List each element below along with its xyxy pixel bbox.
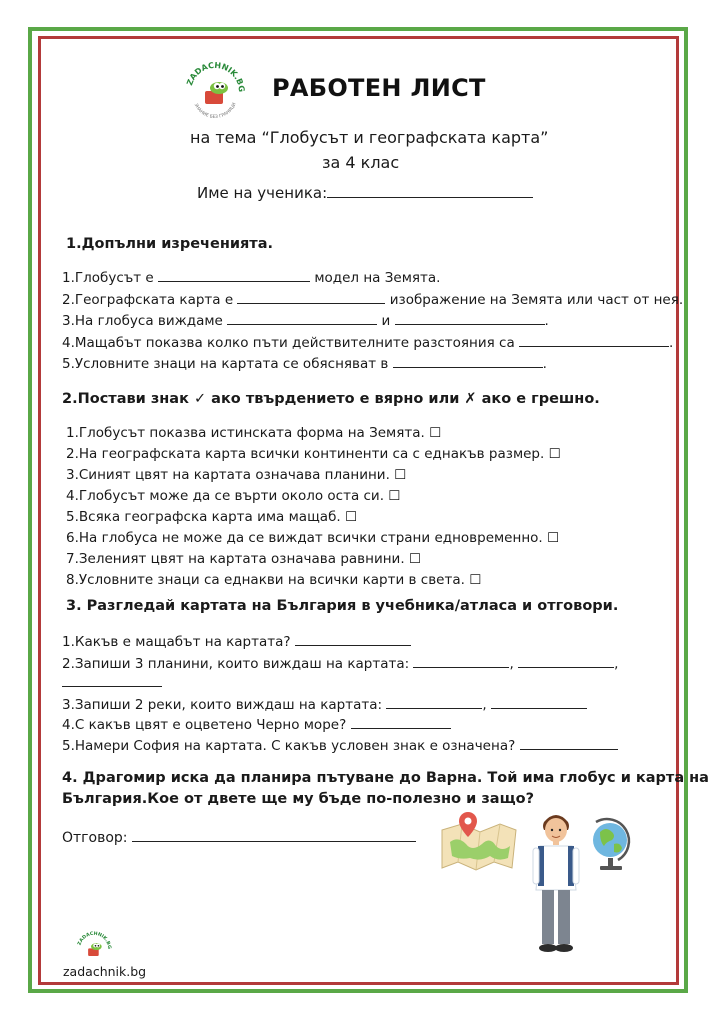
section2-heading: 2.Постави знак ✓ ако твърдението е вярно или ✗ ако е грешно.: [62, 391, 600, 407]
s3-blank-2b[interactable]: [518, 655, 614, 668]
subtitle: на тема “Глобусът и географската карта”: [190, 128, 549, 147]
student-illustration: [528, 808, 584, 956]
student-name-label: Име на ученика:: [197, 184, 328, 202]
grade-label: за 4 клас: [322, 153, 400, 172]
s1-blank-3b[interactable]: [395, 312, 545, 325]
s1-item-2: 2.Географската карта е изображение на Земята или част от нея.: [62, 292, 684, 308]
s3-item-4: 4.С какъв цвят е оцветено Черно море?: [62, 716, 451, 733]
s1-blank-5[interactable]: [393, 355, 543, 368]
s3-blank-2c[interactable]: [62, 674, 162, 687]
zadachnik-logo: [181, 58, 249, 126]
s3-item-2-cont: [62, 674, 162, 691]
s3-item-1: 1.Какъв е мащабът на картата?: [62, 633, 411, 650]
answer-blank[interactable]: [132, 829, 416, 842]
checkbox-1[interactable]: ☐: [429, 425, 442, 441]
page-title: РАБОТЕН ЛИСТ: [272, 74, 486, 102]
answer-field[interactable]: [62, 829, 416, 846]
svg-text:ZADACHNIK.BG: ZADACHNIK.BG: [77, 931, 112, 950]
name-blank[interactable]: [327, 185, 533, 198]
student-name-field[interactable]: [197, 184, 533, 202]
s3-blank-5[interactable]: [520, 737, 618, 750]
checkbox-8[interactable]: ☐: [469, 572, 482, 588]
checkbox-6[interactable]: ☐: [547, 530, 560, 546]
section1-heading: 1.Допълни изреченията.: [66, 236, 274, 252]
s3-blank-3b[interactable]: [491, 696, 587, 709]
answer-label: Отговор:: [62, 830, 128, 846]
s1-blank-4[interactable]: [519, 334, 669, 347]
section3-heading: 3. Разгледай картата на България в учебника/атласа и отговори.: [66, 598, 619, 614]
checkbox-3[interactable]: ☐: [394, 467, 407, 483]
s2-item-4: 4.Глобусът може да се върти около оста си. ☐: [66, 488, 401, 504]
svg-text:ЗНАНИЕ БЕЗ ГРАНИЦИ: ЗНАНИЕ БЕЗ ГРАНИЦИ: [192, 102, 238, 121]
s3-item-2: 2.Запиши 3 планини, които виждаш на картата: , ,: [62, 656, 619, 672]
s3-item-5: 5.Намери София на картата. С какъв условен знак е означена?: [62, 737, 618, 754]
s2-item-1: 1.Глобусът показва истинската форма на Земята. ☐: [66, 425, 442, 441]
s2-item-6: 6.На глобуса не може да се виждат всички страни едновременно. ☐: [66, 530, 560, 546]
section4-heading-line1: 4. Драгомир иска да планира пътуване до Варна. Той има глобус и карта на: [62, 770, 709, 786]
zadachnik-logo-small: [74, 929, 114, 969]
s3-item-3: 3.Запиши 2 реки, които виждаш на картата: ,: [62, 696, 587, 713]
s2-item-3: 3.Синият цвят на картата означава планини. ☐: [66, 467, 407, 483]
map-icon: [438, 808, 520, 874]
s2-item-7: 7.Зеленият цвят на картата означава равнини. ☐: [66, 551, 422, 567]
footer-site[interactable]: zadachnik.bg: [63, 964, 147, 979]
s1-blank-1[interactable]: [158, 269, 310, 282]
s1-item-4: 4.Мащабът показва колко пъти действителните разстояния са .: [62, 335, 674, 351]
checkbox-4[interactable]: ☐: [388, 488, 401, 504]
checkbox-7[interactable]: ☐: [408, 551, 422, 567]
s1-item-1: 1.Глобусът е модел на Земята.: [62, 270, 441, 286]
s1-blank-3a[interactable]: [227, 312, 377, 325]
s3-blank-4[interactable]: [351, 716, 451, 729]
globe-icon: [588, 814, 636, 874]
s2-item-2: 2.На географската карта всички континенти са с еднакъв размер. ☐: [66, 446, 561, 462]
s1-item-5: 5.Условните знаци на картата се обясняват в .: [62, 356, 547, 372]
s3-blank-1[interactable]: [295, 633, 411, 646]
checkbox-2[interactable]: ☐: [548, 446, 561, 462]
svg-text:ZADACHNIK.BG: ZADACHNIK.BG: [185, 60, 247, 93]
checkbox-5[interactable]: ☐: [344, 509, 358, 525]
s3-blank-2a[interactable]: [413, 655, 509, 668]
s2-item-8: 8.Условните знаци са еднакви на всички карти в света. ☐: [66, 572, 482, 588]
section4-heading-line2: България.Кое от двете ще му бъде по-полезно и защо?: [62, 791, 534, 807]
s2-item-5: 5.Всяка географска карта има мащаб. ☐: [66, 509, 358, 525]
s3-blank-3a[interactable]: [386, 696, 482, 709]
s1-blank-2[interactable]: [237, 291, 385, 304]
s1-item-3: 3.На глобуса виждаме и .: [62, 313, 549, 329]
